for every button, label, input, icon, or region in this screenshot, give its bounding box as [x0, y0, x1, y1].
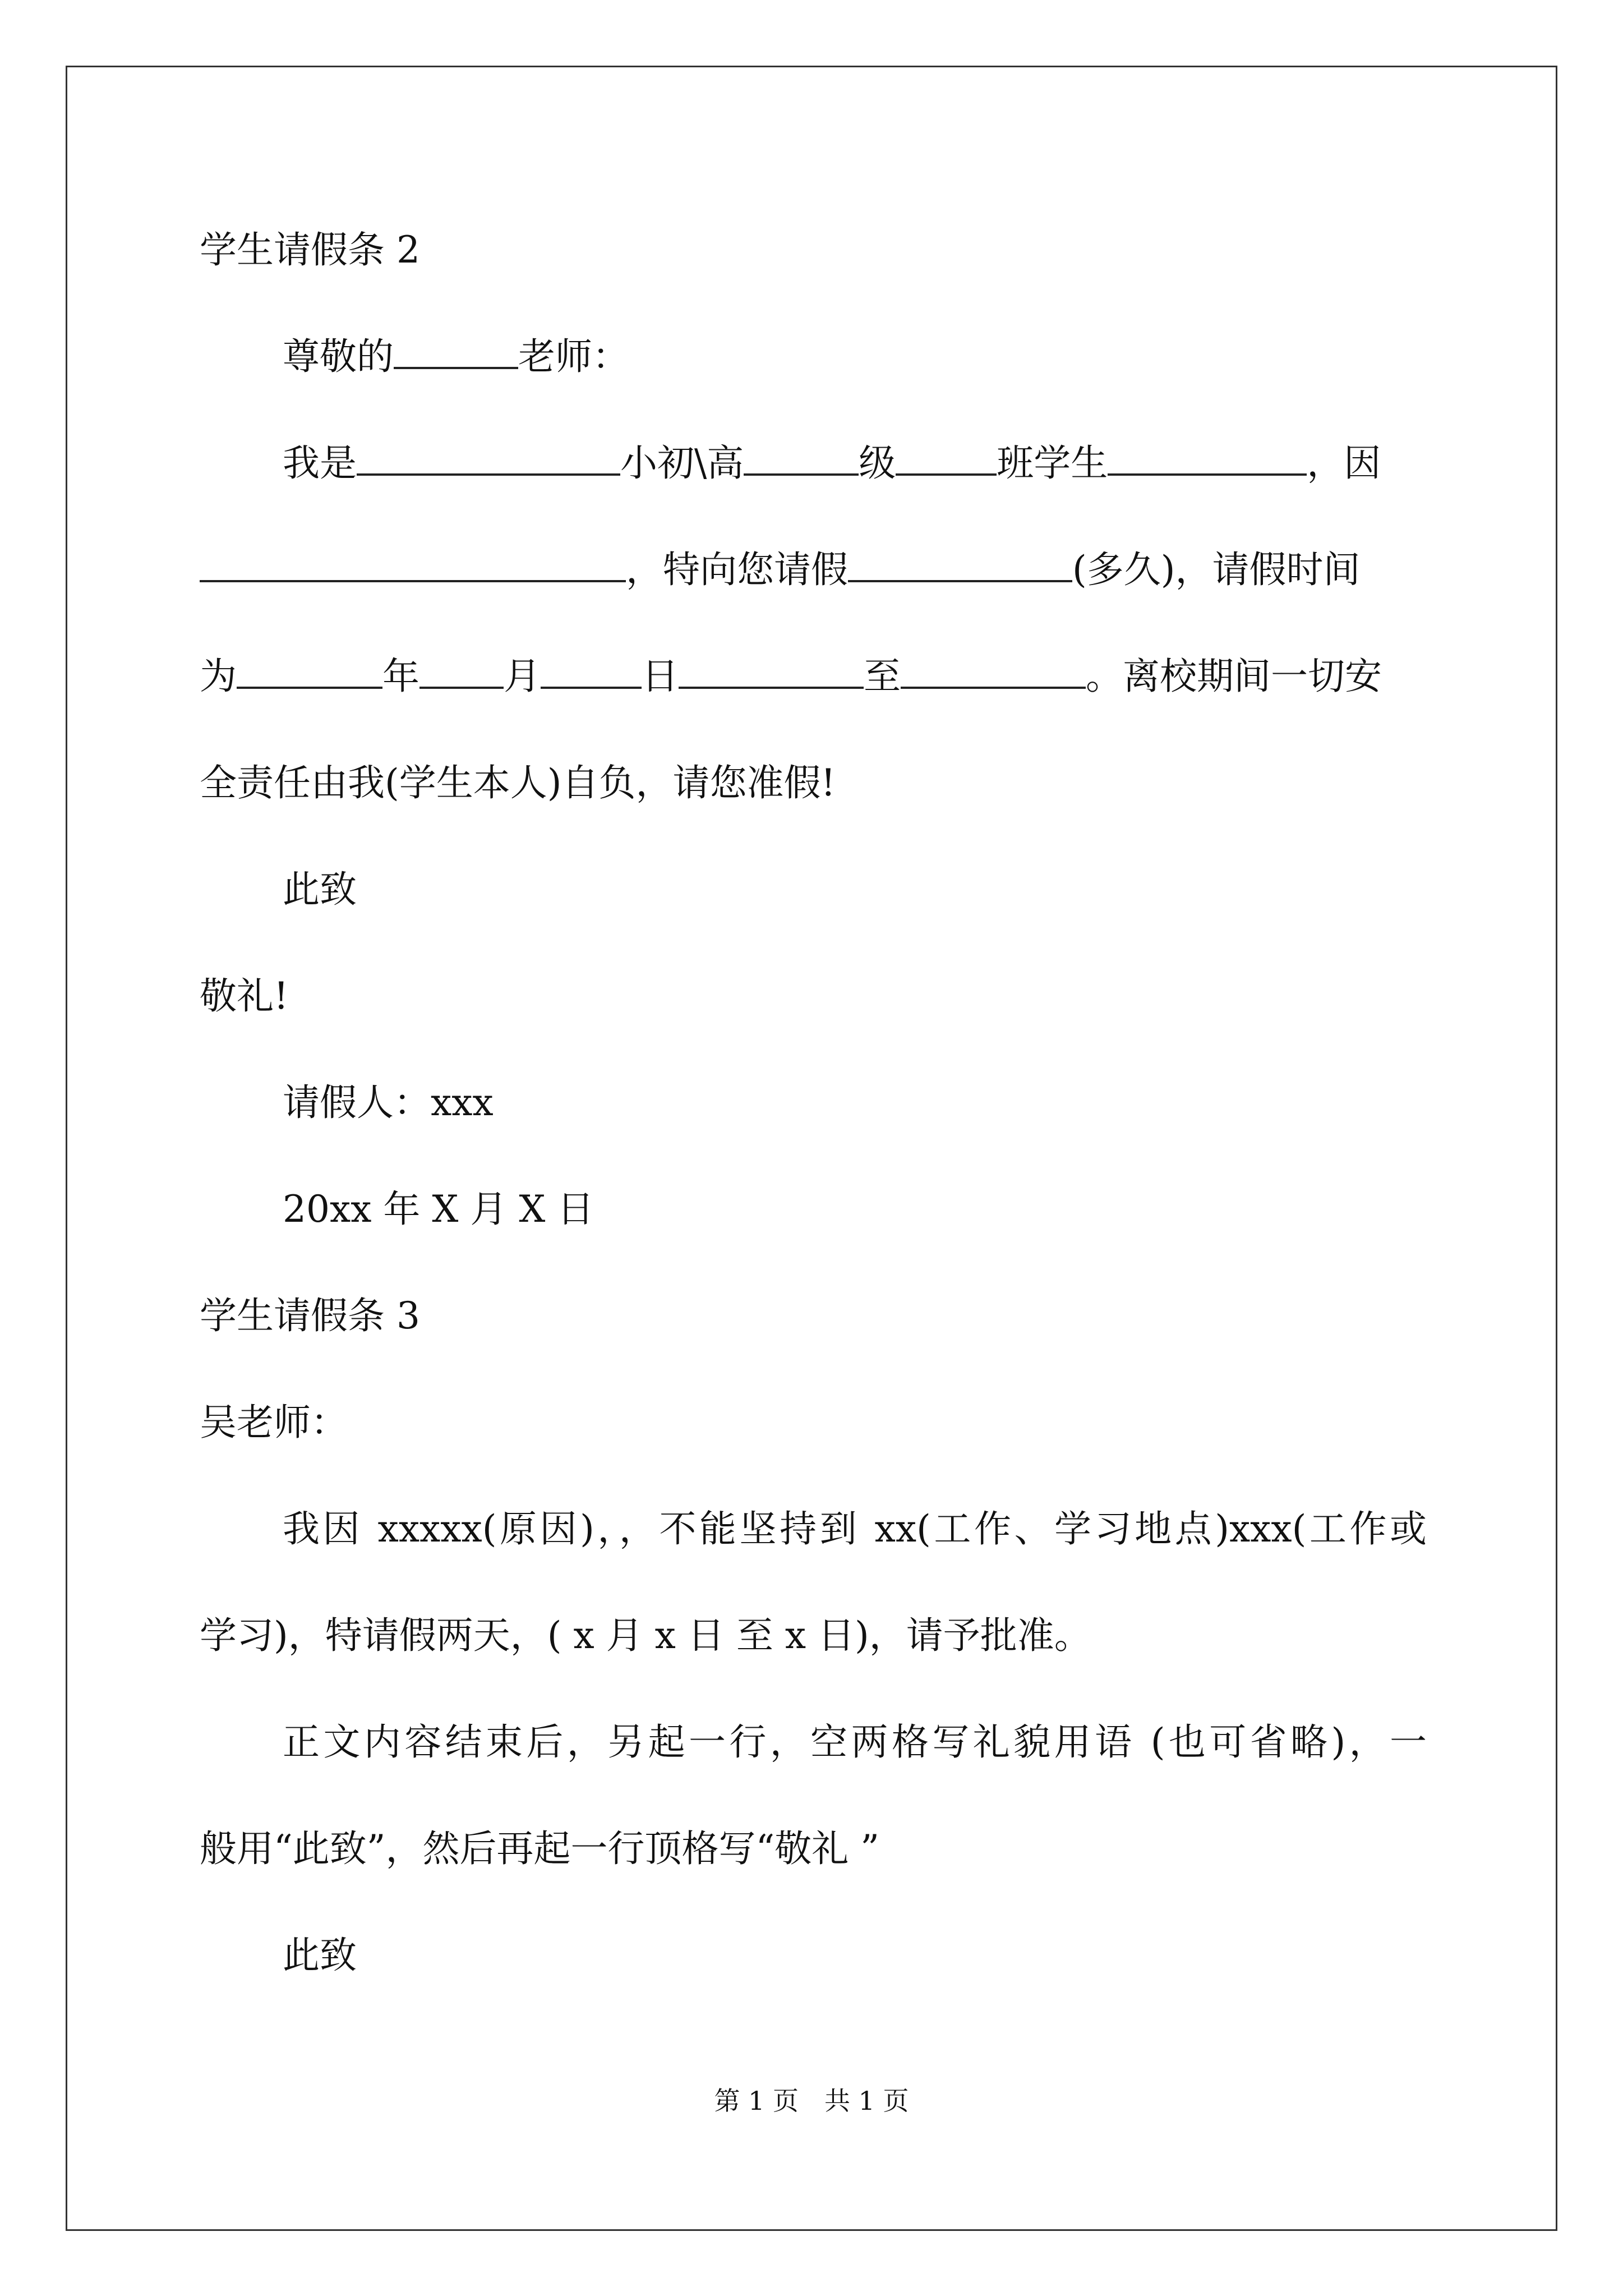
section3-note-line1: 正文内容结束后，另起一行，空两格写礼貌用语 (也可省略)，一	[283, 1720, 1427, 1764]
section2-body-line4: 全责任由我(学生本人)自负，请您准假!	[200, 761, 836, 804]
section3-body-line1: 我因 xxxxx(原因)，，不能坚持到 xx(工作、学习地点)xxx(工作或	[283, 1507, 1427, 1550]
grade-blank	[744, 442, 859, 476]
start-date-blank	[679, 655, 864, 689]
end-date-blank	[901, 655, 1086, 689]
section3-salutation: 吴老师：	[200, 1401, 348, 1444]
day-blank	[541, 655, 642, 689]
section3-title: 学生请假条 3	[200, 1294, 420, 1337]
month-blank	[419, 655, 504, 689]
section2-body-line3: 为 年 月 日 至 。离校期间一切安	[200, 655, 1382, 698]
section2-closing-jingli: 敬礼!	[200, 974, 289, 1018]
section2-body-line1: 我是 小初\高 级 班学生 ，因	[283, 441, 1381, 485]
reason-blank	[200, 549, 626, 582]
year-blank	[237, 655, 382, 689]
section3-note-line2: 般用“此致”，然后再起一行顶格写“敬礼 ”	[200, 1827, 879, 1870]
section2-date: 20xx 年 X 月 X 日	[283, 1188, 594, 1231]
section2-body-line2: ，特向您请假 (多久)，请假时间	[200, 547, 1427, 592]
section3-body-line2: 学习)，特请假两天，( x 月 x 日 至 x 日)，请予批准。	[200, 1614, 1091, 1657]
section3-closing-cizhi: 此致	[283, 1934, 357, 1977]
page-footer: 第 1 页 共 1 页	[714, 2086, 909, 2116]
class-blank	[896, 442, 997, 476]
teacher-name-blank	[394, 335, 518, 369]
section2-salutation: 尊敬的 老师：	[283, 335, 629, 378]
section2-signer: 请假人：xxx	[283, 1081, 494, 1124]
page-border	[66, 66, 1557, 2231]
section2-title: 学生请假条 2	[200, 228, 420, 272]
student-school-blank	[357, 442, 620, 476]
duration-blank	[848, 549, 1072, 582]
student-name-blank	[1108, 442, 1307, 476]
section2-closing-cizhi: 此致	[283, 868, 357, 911]
